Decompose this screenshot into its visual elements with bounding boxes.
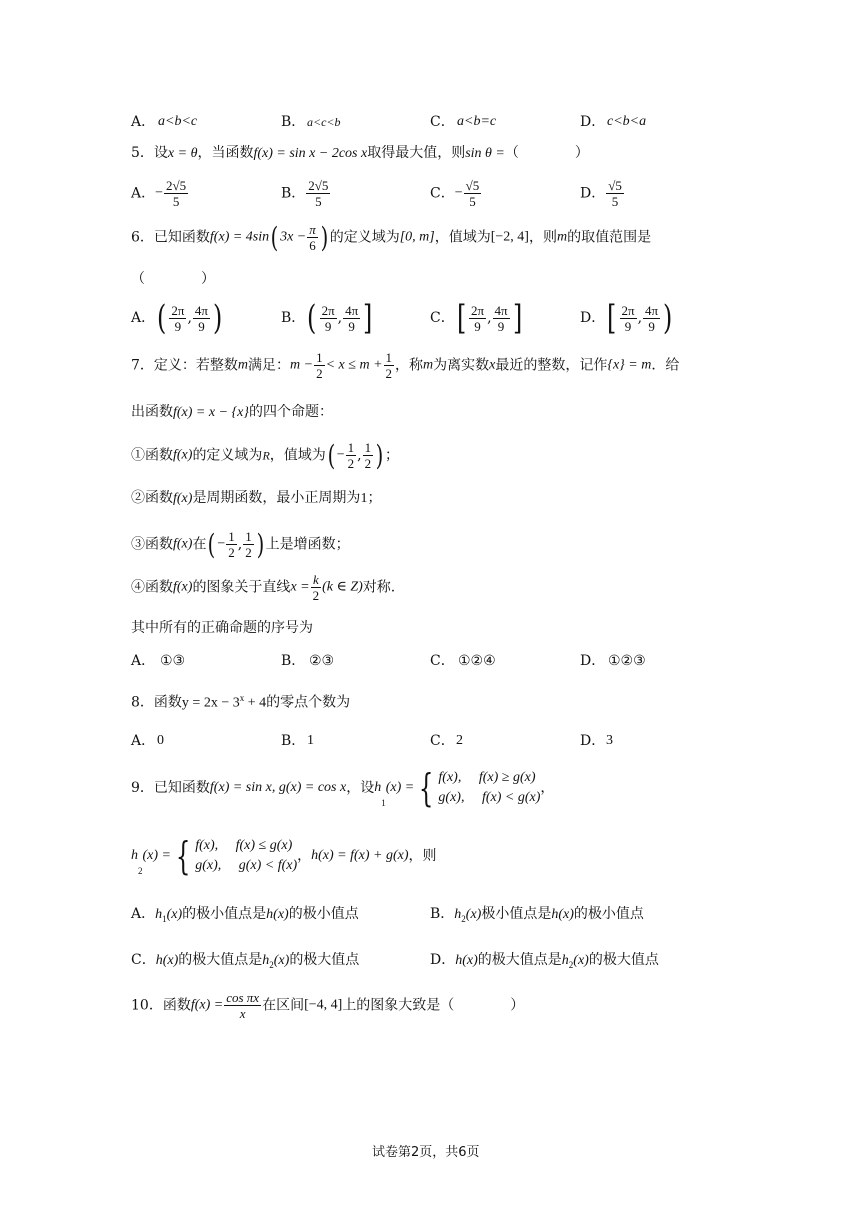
q9-option-c-sub: 2 (269, 959, 274, 970)
q10-number: 10．函数 (131, 997, 191, 1014)
q6-option-d-right-bracket: ) (663, 298, 673, 338)
q10-text-2: 上的图象大致是（ ） (342, 997, 525, 1014)
q5-option-a-denominator: 5 (172, 194, 180, 209)
q8-option-a-label: A． (131, 733, 156, 749)
q6-text-4: 的取值范围是 (567, 229, 652, 246)
q6-option-c-den-1: 9 (474, 318, 481, 334)
q6-option-d-num-1: 2π (621, 302, 635, 318)
q7-text-c: 满足： (248, 357, 291, 374)
q5-stem (131, 146, 589, 161)
q9-option-d (430, 953, 659, 970)
q5-option-a (131, 178, 189, 209)
q7-prop-3-a: ③函数 (131, 536, 173, 553)
q4-option-a-label: A． (131, 114, 156, 130)
q10-text-1: 在区间 (262, 997, 305, 1014)
q5-option-b-numerator: 2√5 (308, 178, 329, 193)
q6-number: 6．已知函数 (131, 229, 210, 246)
q6-right-paren: ) (320, 220, 329, 254)
q6-pi-fraction (307, 222, 318, 253)
q7-prop-4-a: ④函数 (131, 579, 173, 596)
q6-option-d-den-1: 9 (624, 318, 632, 334)
q9-option-b-text-2: 的极小值点 (573, 906, 644, 922)
q7-prop-4-two: 2 (312, 588, 320, 603)
q6-option-c-frac-2 (493, 303, 510, 334)
q9-text-2: ， (297, 848, 312, 864)
q6-m: m (556, 229, 568, 245)
q9-option-b-label: B． (430, 906, 455, 922)
q4-option-c: a<b=c (457, 114, 497, 129)
q9-h1-x: (x) = (385, 780, 415, 795)
q7-prop-3-half-1 (226, 529, 237, 560)
q5-option-b-fraction (306, 178, 330, 209)
q6-stem (131, 222, 651, 253)
q9-option-a-text-2: 的极小值点 (288, 906, 359, 922)
q7-x: x (489, 357, 496, 373)
q10-function: f(x) = (190, 997, 224, 1013)
q9-case-2b: g(x), g(x) < f(x) (195, 858, 298, 873)
q6-option-d-label: D． (580, 310, 606, 326)
q6-option-a-frac-2 (193, 303, 210, 334)
q9-comma: ， (540, 780, 555, 796)
q7-prop-1: ①函数f(x)的定义域为R，值域为( − $\frac{1}{2}$ , $\frac{1}{2}$ ) ； (131, 438, 400, 472)
q7-prop-1-half-2 (363, 440, 374, 471)
q7-prop-3-c: 在 (192, 536, 207, 553)
q7-option-d-label: D． (580, 653, 606, 669)
q9-option-a-text-1: 的极小值点是 (182, 906, 267, 922)
q7-prop-1-right-paren: ) (375, 438, 384, 472)
q7-prop-1-half-1-den: 2 (347, 456, 355, 471)
q7-notation: {x} = m (607, 357, 652, 373)
q6-option-d-left-bracket: [ (607, 298, 617, 338)
q5-option-d-denominator: 5 (611, 194, 619, 209)
q5-option-c-numerator: √5 (465, 178, 480, 193)
q7-option-c-label: C． (430, 653, 455, 669)
q7-prop-2-f: f(x) (173, 491, 193, 506)
q7-line-2-c: 的四个命题： (248, 404, 333, 420)
q8-stem (131, 694, 350, 711)
q7-option-a: ①③ (160, 653, 186, 669)
q9-option-b-sub: 2 (461, 913, 466, 924)
q4-option-d: c<b<a (607, 114, 647, 129)
q7-prop-2-e: ； (367, 490, 382, 506)
q4-option-d-label: D． (580, 114, 606, 130)
q5-option-d (580, 178, 625, 209)
q8-number: 8．函数 (131, 694, 182, 711)
q9-h1: h (374, 780, 382, 795)
q6-range: [−2, 4] (490, 229, 529, 245)
q8-expr: y = 2x − 3 (181, 695, 240, 711)
q9-case-2a: f(x), f(x) ≤ g(x) (195, 838, 293, 853)
q7-line-2 (131, 405, 333, 420)
q6-option-a-den-1: 9 (174, 318, 182, 334)
q9-h2-sub: 2 (138, 866, 143, 876)
q7-line-1 (131, 350, 679, 381)
q5-option-b-denominator: 5 (315, 194, 322, 209)
q9-option-b-x: (x) (465, 907, 482, 922)
q7-line-2-a: 出函数 (131, 404, 173, 420)
q9-option-a (131, 907, 359, 924)
q6-pi: π (309, 222, 316, 237)
q7-prop-4-k-frac (311, 572, 322, 603)
q6-function: f(x) = 4sin (209, 229, 270, 245)
q5-option-c-denominator: 5 (469, 194, 476, 209)
q9-hx: h(x) = f(x) + g(x) (311, 848, 409, 863)
q7-ineq-left: m − (290, 357, 314, 373)
q6-six: 6 (309, 238, 316, 253)
q7-prop-4-x: x = (290, 579, 310, 595)
q8-text: 的零点个数为 (266, 694, 351, 711)
q7-text-f: ，称 (395, 357, 424, 374)
q6-option-b: B．( $\frac{2\pi}{9}$ , $\frac{4\pi}{9}$ ] (281, 298, 373, 338)
q7-prop-1-left-paren: ( (327, 438, 336, 472)
q9-option-d-sub: 2 (568, 959, 574, 970)
q5-option-d-numerator: √5 (608, 178, 622, 193)
q6-domain: [0, m] (399, 229, 435, 245)
q6-option-c-frac-1 (469, 303, 486, 334)
q7-half-2 (384, 350, 395, 381)
q9-option-c-x: (x) (273, 953, 290, 968)
q9-line-2 (131, 836, 437, 876)
q6-option-c-den-2: 9 (497, 318, 505, 334)
q6-option-c-left-bracket: [ (456, 298, 466, 338)
q9-case-1a: f(x), f(x) ≥ g(x) (438, 770, 536, 785)
q7-prop-4 (131, 572, 395, 603)
q5-function: f(x) = sin x − 2cos x (253, 146, 368, 161)
q7-prop-2-a: ②函数 (131, 490, 173, 506)
q6-option-a-den-2: 9 (198, 318, 205, 334)
q5-option-c-sign: − (454, 185, 463, 201)
q5-var: x = θ (167, 146, 198, 161)
q9-option-d-text-2: 的极大值点 (588, 952, 659, 968)
q9-text-1: ，设 (346, 780, 375, 796)
q7-prop-3-right-paren: ) (256, 527, 265, 561)
q6-option-b-num-1: 2π (321, 302, 335, 318)
q9-option-d-label: D． (430, 952, 456, 968)
q7-prop-3-d: 上是增函数； (265, 536, 350, 553)
q7-prop-3-half-1-num: 1 (228, 529, 235, 544)
q6-option-c-label: C． (430, 310, 455, 326)
q7-prop-3-half-2-den: 2 (245, 545, 252, 560)
q8-option-b-label: B． (281, 733, 306, 749)
q6-option-a-num-2: 4π (194, 302, 208, 318)
q10-interval: [−4, 4] (304, 997, 343, 1013)
q5-text-2: 取得最大值，则 (367, 145, 466, 161)
q7-prop-1-e: ，值域为 (269, 447, 326, 464)
q7-ineq-mid: < x ≤ m + (325, 357, 383, 373)
q7-option-b: ②③ (309, 653, 335, 669)
q7-prop-3-minus: − (217, 536, 226, 552)
q7-prop-4-c: 的图象关于直线 (192, 579, 291, 596)
q7-prop-3-half-2-num: 1 (245, 529, 252, 544)
q6-text-2: ，值域为 (434, 229, 491, 246)
q7-m-1: m (237, 357, 249, 373)
q7-option-a-label: A． (131, 653, 156, 669)
q7-prop-2-c: 是周期函数，最小正周期为 (192, 490, 361, 506)
q6-option-a-left-bracket: ( (157, 298, 167, 338)
q7-prop-1-r: R (262, 448, 270, 463)
q6-option-d-num-2: 4π (645, 302, 659, 318)
q9-option-d-hx: h(x) (455, 953, 478, 968)
q5-option-b-label: B． (281, 185, 306, 202)
q9-line-1 (131, 768, 554, 808)
q9-case-1b: g(x), f(x) < g(x) (438, 790, 541, 805)
q6-text-3: ，则 (528, 229, 557, 246)
q9-option-a-label: A． (131, 906, 156, 922)
q4-option-b: a<c<b (307, 115, 341, 129)
q6-option-d-frac-2 (643, 303, 660, 334)
q7-prop-3-f: f(x) (173, 536, 193, 552)
q9-option-c (131, 953, 359, 970)
q5-option-a-label: A． (131, 185, 156, 202)
q5-target: sin θ = (465, 146, 505, 161)
q6-left-paren: ( (270, 220, 279, 254)
q7-text-j: 最近的整数，记作 (495, 357, 608, 374)
q7-half-2-den: 2 (385, 366, 393, 381)
q7-prop-1-half-1 (346, 440, 357, 471)
q8-option-b: 1 (307, 733, 314, 748)
q9-option-a-sub: 1 (162, 913, 167, 924)
q7-option-c: ①②④ (458, 653, 496, 669)
q8-option-d-label: D． (580, 733, 606, 749)
q9-option-d-h: h (561, 953, 569, 968)
q9-option-c-text-2: 的极大值点 (289, 952, 360, 968)
q7-half-2-num: 1 (385, 350, 393, 365)
q6-option-b-frac-1 (320, 303, 337, 334)
q8-expr-2: + 4 (244, 695, 267, 711)
q6-option-a-num-1: 2π (171, 302, 185, 318)
q9-option-b-h: h (454, 907, 462, 922)
q7-prop-1-g: ； (385, 447, 400, 464)
q6-option-c-right-bracket: ] (512, 298, 522, 338)
q6-option-b-den-1: 9 (324, 318, 332, 334)
q7-prop-3: ③函数f(x)在( − $\frac{1}{2}$ , $\frac{1}{2}$ ) 上是增函数； (131, 527, 350, 561)
q6-option-d-den-2: 9 (648, 318, 655, 334)
q7-prop-1-minus: − (336, 447, 345, 463)
q9-option-c-text-1: 的极大值点是 (178, 952, 263, 968)
q6-option-d: D．[ $\frac{2\pi}{9}$ , $\frac{4\pi}{9}$ ) (580, 298, 673, 338)
q5-option-d-fraction (606, 178, 624, 209)
q7-text-h: 为离实数 (433, 357, 490, 374)
q9-option-a-h: h (155, 907, 163, 922)
q9-number: 9．已知函数 (131, 780, 210, 796)
q9-h2: h (131, 848, 138, 863)
q6-option-a-frac-1 (169, 303, 186, 334)
q7-prop-1-half-2-den: 2 (364, 456, 372, 471)
q6-option-c: C．[ $\frac{2\pi}{9}$ , $\frac{4\pi}{9}$ ] (430, 298, 522, 338)
q5-option-a-fraction (164, 178, 188, 209)
q8-option-d: 3 (606, 733, 613, 748)
q6-option-c-num-2: 4π (494, 302, 508, 318)
q6-text-1: 的定义域为 (329, 229, 400, 246)
q4-option-c-label: C． (430, 114, 455, 130)
q7-text-l: ．给 (651, 357, 680, 374)
q8-option-c: 2 (456, 733, 463, 748)
q9-functions: f(x) = sin x, g(x) = cos x (209, 780, 347, 795)
q7-option-d: ①②③ (608, 653, 646, 669)
q10-numerator: cos πx (226, 990, 260, 1005)
q5-option-b (281, 178, 331, 209)
q5-option-c (430, 178, 482, 209)
q5-option-c-label: C． (430, 185, 455, 202)
q7-text-a: 7．定义：若整数 (131, 357, 238, 374)
q5-option-a-sign: − (155, 185, 164, 201)
q7-half-1 (314, 350, 325, 381)
q7-prop-3-left-paren: ( (208, 527, 216, 561)
q6-option-b-den-2: 9 (348, 318, 355, 334)
q7-prop-4-cond: (k ∈ Z) (322, 579, 363, 595)
q6-option-b-right-bracket: ] (363, 298, 373, 338)
q6-option-a: A．( $\frac{2\pi}{9}$ , $\frac{4\pi}{9}$ ) (131, 298, 223, 338)
q8-option-a: 0 (157, 733, 164, 748)
q9-brace-2: { (175, 834, 191, 878)
q6-option-b-label: B． (281, 310, 306, 326)
q7-prop-4-f: f(x) (173, 579, 193, 595)
q7-prop-4-f-text: 对称. (362, 579, 396, 596)
q6-option-b-left-bracket: ( (307, 298, 317, 338)
q5-text-1: ，当函数 (197, 145, 254, 161)
q5-option-a-numerator: 2√5 (166, 178, 187, 193)
q9-brace-1: { (419, 766, 434, 810)
q9-h2-x: (x) = (142, 848, 171, 863)
page-footer: 试卷第2页，共6页 (372, 1145, 480, 1160)
q8-option-c-label: C． (430, 733, 455, 749)
q6-option-a-right-bracket: ) (212, 298, 223, 338)
q8-exponent: x (239, 693, 245, 703)
q10-fraction (224, 990, 261, 1021)
q9-cases-2 (195, 836, 297, 876)
q9-option-b (430, 907, 644, 924)
q10-denominator: x (239, 1006, 246, 1021)
q7-prop-1-c: 的定义域为 (192, 447, 263, 464)
q6-answer-blank: （ ） (131, 271, 215, 287)
q5-answer-blank: （ ） (504, 145, 589, 161)
q9-option-b-text-1: 极小值点是 (481, 906, 552, 922)
q6-option-d-frac-1 (620, 303, 637, 334)
q9-cases-1 (438, 768, 540, 808)
q9-option-c-hx: h(x) (155, 953, 179, 968)
q7-prop-1-a: ①函数 (131, 447, 173, 464)
q5-option-d-label: D． (580, 185, 606, 202)
q7-half-1-den: 2 (316, 366, 323, 381)
q7-function: f(x) = x − {x} (173, 405, 249, 420)
q6-inner: 3x − (280, 229, 307, 245)
q7-prop-4-k: k (311, 572, 322, 588)
q4-option-a: a<b<c (158, 114, 198, 129)
q9-option-a-hx: h(x) (266, 907, 289, 922)
q9-option-d-text-1: 的极大值点是 (477, 952, 562, 968)
q7-prop-1-f: f(x) (173, 447, 193, 463)
q7-question: 其中所有的正确命题的序号为 (131, 620, 313, 636)
q6-option-b-num-2: 4π (345, 302, 359, 318)
q7-prop-1-half-2-num: 1 (364, 440, 372, 455)
q9-option-c-h: h (262, 953, 270, 968)
q10-stem (131, 990, 524, 1021)
q7-m-2: m (423, 357, 434, 373)
q7-prop-1-half-1-num: 1 (347, 440, 355, 455)
q9-option-c-label: C． (131, 952, 156, 968)
q6-option-a-label: A． (131, 310, 156, 326)
q9-option-b-hx: h(x) (551, 907, 574, 922)
q7-prop-3-half-1-den: 2 (228, 545, 235, 560)
q9-option-a-x: (x) (166, 907, 183, 922)
q7-prop-2 (131, 491, 381, 506)
q5-option-c-fraction (464, 178, 482, 209)
q9-h1-sub: 1 (381, 798, 386, 808)
q7-half-1-num: 1 (316, 350, 323, 365)
q9-text-3: ，则 (408, 848, 437, 864)
q6-option-c-num-1: 2π (470, 302, 485, 318)
q7-option-b-label: B． (281, 653, 306, 669)
q6-option-b-frac-2 (343, 303, 360, 334)
q4-option-b-label: B． (281, 114, 306, 130)
q7-prop-3-half-2 (243, 529, 254, 560)
q9-option-d-x: (x) (573, 953, 589, 968)
q5-number: 5．设 (131, 145, 168, 161)
q7-prop-2-period: 1 (360, 491, 368, 506)
